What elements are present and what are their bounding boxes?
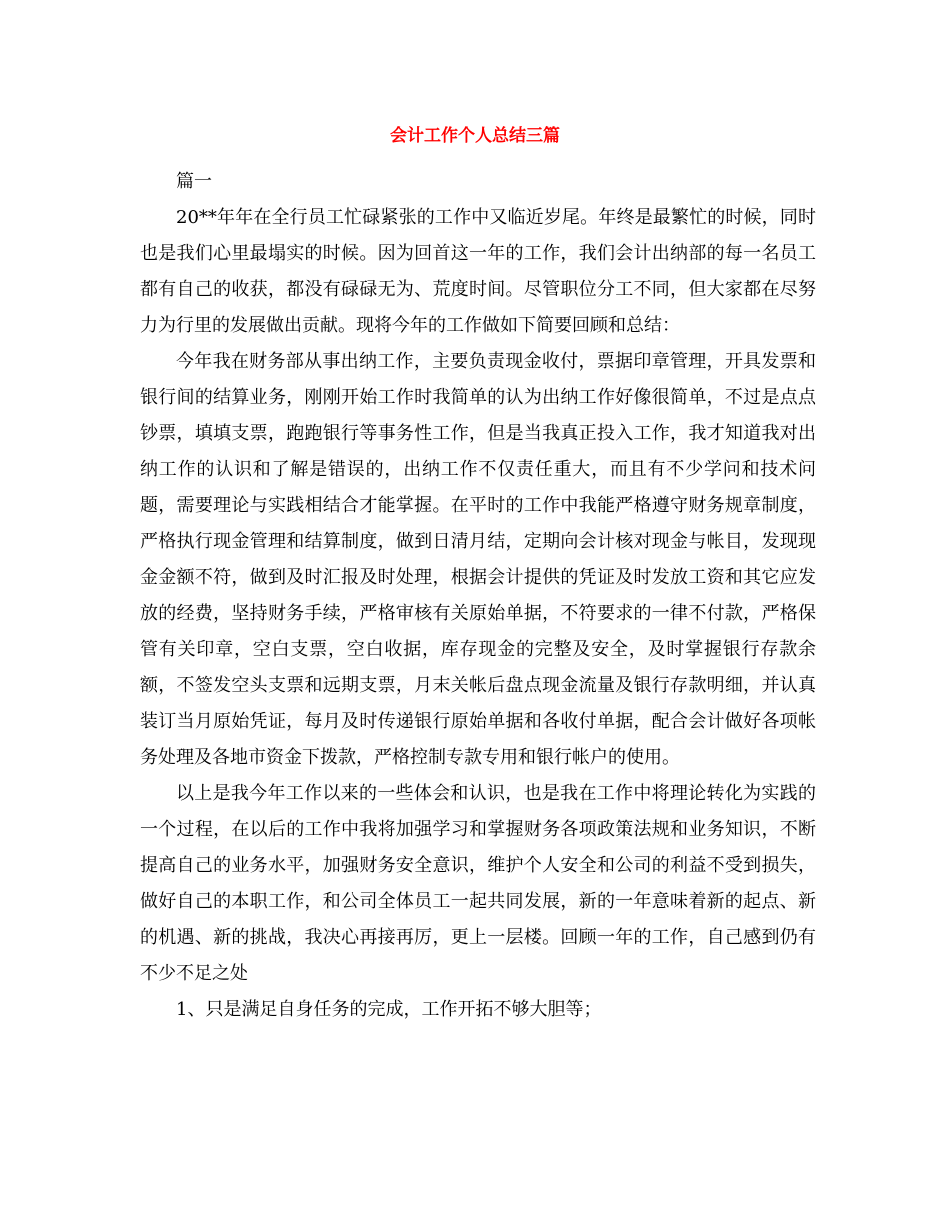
paragraph: 以上是我今年工作以来的一些体会和认识，也是我在工作中将理论转化为实践的一个过程，在以后的工作中我将加强学习和掌握财务各项政策法规和业务知识，不断提高自己的业务水平，加强财务安全意识，维护个人安全和公司的利益不受到损失，做好自己的本职工作，和公司全体员工一起共同发展，新的一年意味着新的起点、新的机遇、新的挑战，我决心再接再厉，更上一层楼。回顾一年的工作，自己感到仍有不少不足之处 (140, 783, 816, 984)
document-body (140, 164, 816, 1028)
section-heading: 篇一 (176, 171, 212, 192)
list-item: 1、只是满足自身任务的完成，工作开拓不够大胆等； (176, 999, 602, 1020)
paragraph: 今年我在财务部从事出纳工作，主要负责现金收付，票据印章管理，开具发票和银行间的结算业务，刚刚开始工作时我简单的认为出纳工作好像很简单，不过是点点钞票，填填支票，跑跑银行等事务性工作，但是当我真正投入工作，我才知道我对出纳工作的认识和了解是错误的，出纳工作不仅责任重大，而且有不少学问和技术问题，需要理论与实践相结合才能掌握。在平时的工作中我能严格遵守财务规章制度，严格执行现金管理和结算制度，做到日清月结，定期向会计核对现金与帐目，发现现金金额不符，做到及时汇报及时处理，根据会计提供的凭证及时发放工资和其它应发放的经费，坚持财务手续，严格审核有关原始单据，不符要求的一律不付款，严格保管有关印章，空白支票，空白收据，库存现金的完整及安全，及时掌握银行存款余额，不签发空头支票和远期支票，月末关帐后盘点现金流量及银行存款明细，并认真装订当月原始凭证，每月及时传递银行原始单据和各收付单据，配合会计做好各项帐务处理及各地市资金下拨款，严格控制专款专用和银行帐户的使用。 (140, 351, 816, 768)
document-title: 会计工作个人总结三篇 (390, 126, 560, 146)
paragraph: 20**年年在全行员工忙碌紧张的工作中又临近岁尾。年终是最繁忙的时候，同时也是我们心里最塌实的时候。因为回首这一年的工作，我们会计出纳部的每一名员工都有自己的收获，都没有碌碌无为、荒度时间。尽管职位分工不同，但大家都在尽努力为行里的发展做出贡献。现将今年的工作做如下简要回顾和总结： (140, 207, 816, 336)
